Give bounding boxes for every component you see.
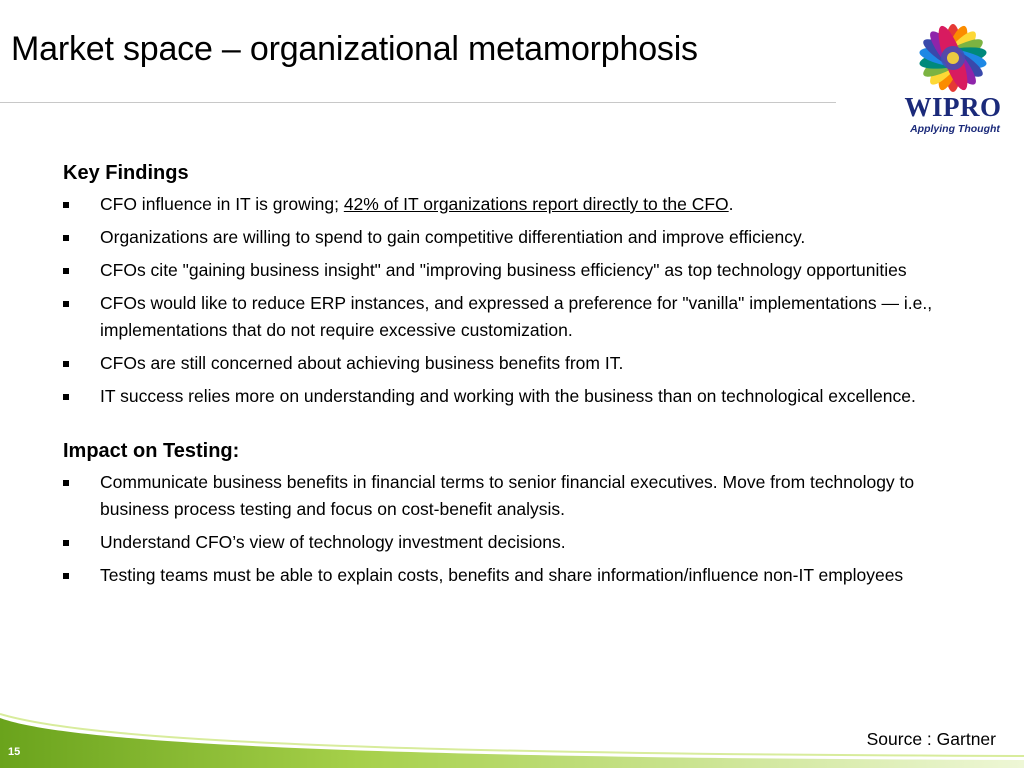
list-item	[63, 350, 983, 377]
logo-tagline: Applying Thought	[910, 123, 1000, 135]
key-findings-heading: Key Findings	[63, 162, 189, 184]
bullet-text: Understand CFO’s view of technology investment decisions.	[100, 532, 566, 552]
square-bullet-icon	[63, 268, 69, 274]
slide-body	[63, 162, 983, 595]
slide-number: 15	[8, 746, 21, 758]
list-item	[63, 290, 983, 344]
slide-title: Market space – organizational metamorphosis	[11, 30, 698, 68]
cfo-statistic-link[interactable]: 42% of IT organizations report directly to the CFO	[343, 194, 729, 214]
bullet-text: Communicate business benefits in financial terms to senior financial executives. Move from technology to business process testing and focus on cost-benefit analysis.	[100, 472, 915, 519]
impact-on-testing-list	[63, 469, 983, 589]
bullet-text: Testing teams must be able to explain costs, benefits and share information/influence non-IT employees	[100, 565, 904, 585]
logo-wordmark: WIPRO	[904, 92, 1002, 122]
square-bullet-icon	[63, 394, 69, 400]
list-item	[63, 191, 983, 218]
impact-on-testing-heading: Impact on Testing:	[63, 440, 240, 462]
square-bullet-icon	[63, 202, 69, 208]
bullet-text: CFOs cite "gaining business insight" and "improving business efficiency" as top technology opportunities	[100, 260, 907, 280]
bullet-text: Organizations are willing to spend to gain competitive differentiation and improve efficiency.	[100, 227, 806, 247]
square-bullet-icon	[63, 480, 69, 486]
square-bullet-icon	[63, 361, 69, 367]
list-item	[63, 469, 983, 523]
square-bullet-icon	[63, 235, 69, 241]
title-divider	[0, 102, 836, 103]
bullet-text: CFOs would like to reduce ERP instances, and expressed a preference for "vanilla" implementations — i.e., implementations that do not require excessive customization.	[100, 293, 933, 340]
source-citation: Source : Gartner	[866, 729, 996, 749]
bullet-suffix: .	[728, 194, 734, 214]
wipro-logo	[898, 18, 1010, 142]
square-bullet-icon	[63, 540, 69, 546]
bullet-text: IT success relies more on understanding and working with the business than on technological excellence.	[100, 386, 916, 406]
list-item	[63, 224, 983, 251]
list-item	[63, 529, 983, 556]
square-bullet-icon	[63, 573, 69, 579]
bullet-text: CFOs are still concerned about achieving business benefits from IT.	[100, 353, 624, 373]
key-findings-list	[63, 191, 983, 410]
bullet-text: CFO influence in IT is growing;	[100, 194, 344, 214]
rainbow-flower-icon	[898, 18, 1008, 98]
list-item	[63, 257, 983, 284]
list-item	[63, 562, 983, 589]
square-bullet-icon	[63, 301, 69, 307]
list-item	[63, 383, 983, 410]
